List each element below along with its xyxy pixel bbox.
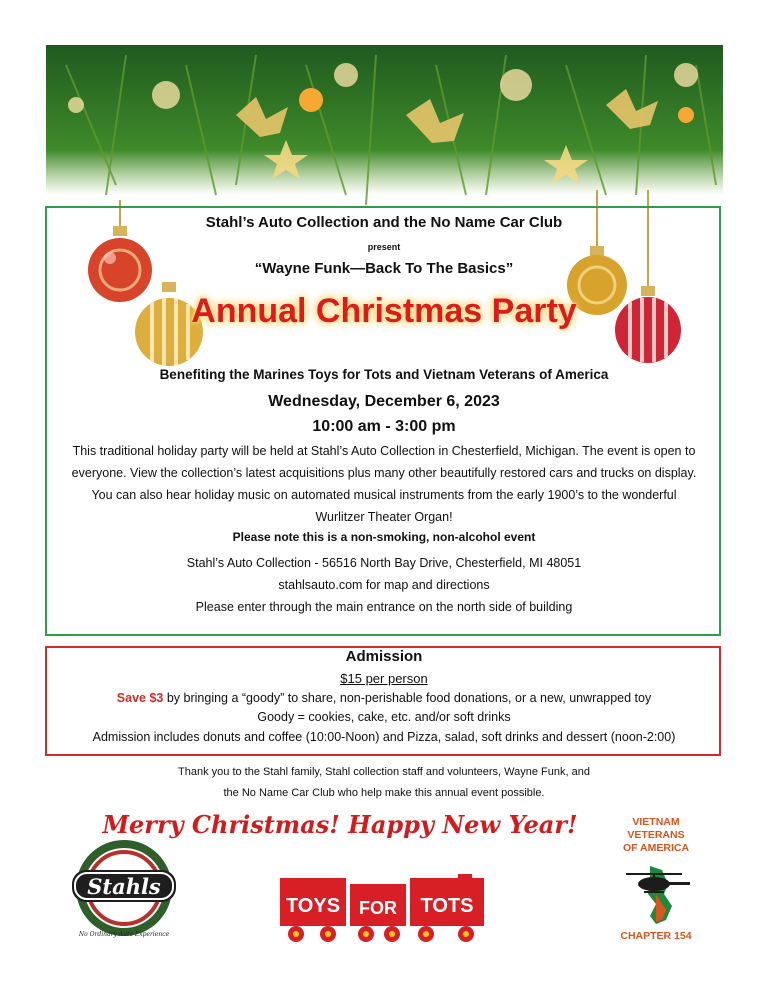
tft-word-toys: TOYS bbox=[285, 895, 341, 917]
presenters-heading: Stahl’s Auto Collection and the No Name Car Club bbox=[205, 214, 563, 231]
vva-helicopter-map-icon bbox=[620, 860, 692, 926]
event-entrance: Please enter through the main entrance on the north side of building bbox=[195, 600, 573, 614]
benefit-line: Benefiting the Marines Toys for Tots and Vietnam Veterans of America bbox=[159, 367, 609, 382]
admission-save-line bbox=[46, 691, 722, 705]
vva-chapter: CHAPTER 154 bbox=[620, 930, 692, 942]
vva-line-1: VIETNAM bbox=[632, 816, 680, 828]
admission-price: $15 per person bbox=[340, 671, 428, 686]
stahls-logo-name: Stahls bbox=[87, 874, 161, 899]
stahls-logo bbox=[66, 838, 182, 942]
event-website: stahlsauto.com for map and directions bbox=[278, 578, 490, 592]
thanks-line-1: Thank you to the Stahl family, Stahl collection staff and volunteers, Wayne Funk, and bbox=[178, 766, 590, 778]
save-highlight: Save $3 bbox=[116, 691, 164, 705]
event-address: Stahl’s Auto Collection - 56516 North Bay Drive, Chesterfield, MI 48051 bbox=[186, 556, 582, 570]
vva-line-2: VETERANS bbox=[627, 829, 685, 841]
event-subtitle: “Wayne Funk—Back To The Basics” bbox=[254, 260, 514, 277]
present-label: present bbox=[367, 242, 401, 252]
vva-line-3: OF AMERICA bbox=[622, 842, 690, 854]
description-line: You can also hear holiday music on automated musical instruments from the early 1900’s to the wonderful bbox=[91, 488, 677, 502]
tft-word-for: FOR bbox=[359, 898, 397, 918]
admission-includes: Admission includes donuts and coffee (10:00-Noon) and Pizza, salad, soft drinks and dessert (noon-2:00) bbox=[92, 730, 676, 744]
thanks-line-2: the No Name Car Club who help make this annual event possible. bbox=[223, 787, 545, 799]
description-line: Wurlitzer Theater Organ! bbox=[315, 510, 453, 524]
stahls-logo-tagline: No Ordinary Auto Experience bbox=[78, 931, 170, 938]
event-description bbox=[46, 440, 722, 528]
toys-for-tots-logo bbox=[276, 874, 498, 946]
admission-goody: Goody = cookies, cake, etc. and/or soft drinks bbox=[257, 710, 511, 724]
event-note: Please note this is a non-smoking, non-alcohol event bbox=[232, 530, 536, 544]
holiday-greeting: Merry Christmas! Happy New Year! bbox=[102, 810, 578, 839]
description-line: everyone. View the collection’s latest acquisitions plus many other beautifully restored cars and trucks on display. bbox=[71, 466, 697, 480]
event-title: Annual Christmas Party bbox=[191, 292, 577, 330]
event-date: Wednesday, December 6, 2023 bbox=[268, 393, 500, 410]
admission-title: Admission bbox=[345, 648, 423, 665]
save-details: by bringing a “goody” to share, non-perishable food donations, or a new, unwrapped toy bbox=[163, 691, 652, 705]
tft-word-tots: TOTS bbox=[420, 895, 474, 917]
event-time: 10:00 am - 3:00 pm bbox=[312, 418, 456, 435]
description-line: This traditional holiday party will be held at Stahl’s Auto Collection in Chesterfield, Michigan. The event is open to bbox=[72, 444, 696, 458]
vietnam-veterans-logo bbox=[606, 816, 706, 946]
